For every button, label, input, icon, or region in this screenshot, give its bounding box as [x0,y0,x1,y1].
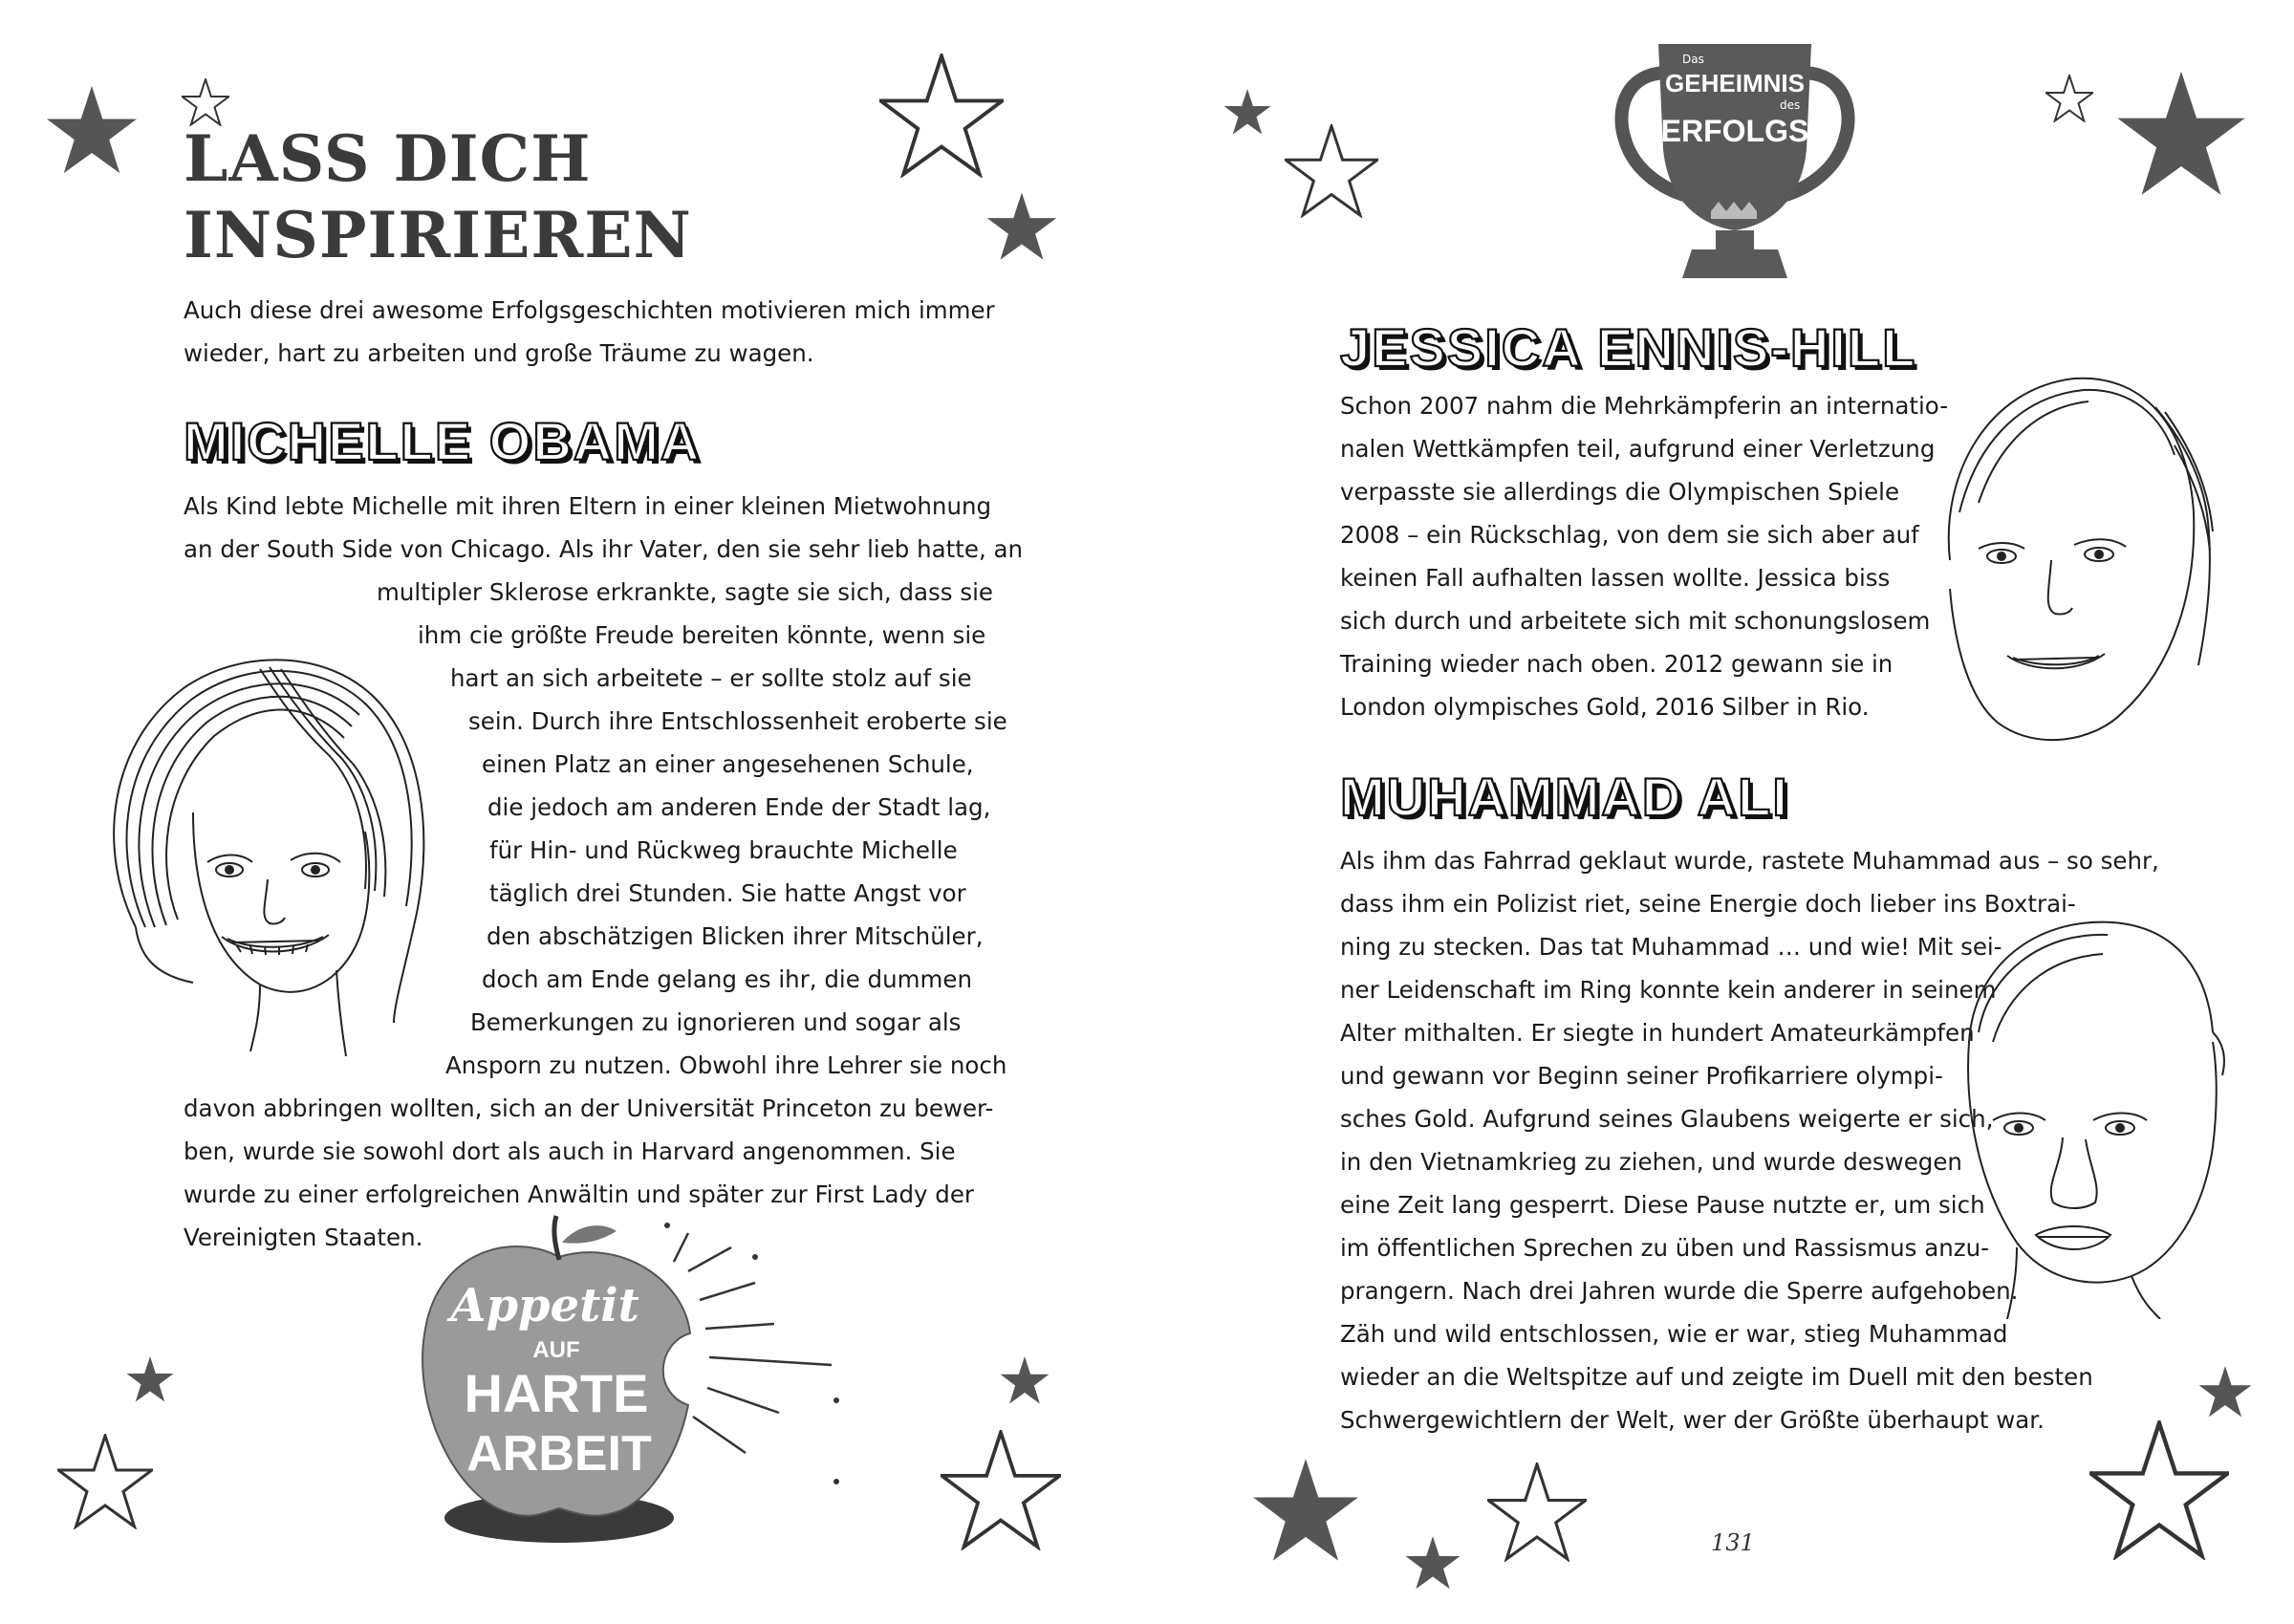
star-filled-icon [2198,1365,2252,1418]
page-title-line: LASS DICH [184,121,592,196]
trophy-word-erfolgs: ERFOLGS [1660,114,1809,148]
star-filled-icon [2116,69,2246,199]
michelle-portrait-illustration [78,640,461,1061]
story-line: ben, wurde sie sowohl dort als auch in Harvard angenommen. Sie [184,1137,956,1165]
story-line: Als ihm das Fahrrad geklaut wurde, rastete Muhammad aus – so sehr, [1340,847,2159,875]
story-line: sein. Durch ihre Entschlossenheit eroberte sie [468,707,1007,735]
story-line: Vereinigten Staaten. [184,1223,423,1251]
burst-lines [674,1233,832,1453]
story-line: verpasste sie allerdings die Olympischen Spiele [1340,478,1900,506]
star-filled-icon [1405,1535,1461,1591]
star-outline-icon [1487,1462,1587,1562]
trophy-word-geheimnis: GEHEIMNIS [1665,69,1805,97]
story-line: für Hin- und Rückweg brauchte Michelle [489,836,958,864]
story-line: Als Kind lebte Michelle mit ihren Eltern in einer kleinen Mietwohnung [184,492,992,520]
story-line: im öffentlichen Sprechen zu üben und Rassismus anzu- [1340,1234,1989,1262]
story-line: ning zu stecken. Das tat Muhammad … und wie! Mit sei- [1340,933,2002,961]
story-line: 2008 – ein Rückschlag, von dem sie sich aber auf [1340,521,1919,549]
ali-portrait-illustration [1950,899,2237,1319]
apple-word-arbeit: ARBEIT [466,1426,652,1482]
page-title-line: INSPIRIEREN [184,198,692,272]
ali-name-heading: MUHAMMAD ALI [1340,767,1789,827]
story-line: sich durch und arbeitete sich mit schonungslosem [1340,607,1931,635]
story-line: Bemerkungen zu ignorieren und sogar als [470,1008,962,1036]
story-line: einen Platz an einer angesehenen Schule, [482,750,974,778]
star-outline-icon [1285,124,1378,218]
story-line: den abschätzigen Blicken ihrer Mitschüler, [487,922,984,950]
page-number: 131 [1711,1529,1755,1556]
story-line: wurde zu einer erfolgreichen Anwältin und später zur First Lady der [184,1180,974,1208]
story-line: Schwergewichtlern der Welt, wer der Größte überhaupt war. [1340,1406,2045,1434]
story-line: sches Gold. Aufgrund seines Glaubens weigerte er sich, [1340,1105,1994,1133]
story-line: dass ihm ein Polizist riet, seine Energie doch lieber ins Boxtrai- [1340,890,2076,918]
story-line: Schon 2007 nahm die Mehrkämpferin an internatio- [1340,392,1949,420]
intro-line: Auch diese drei awesome Erfolgsgeschichten motivieren mich immer [184,296,995,324]
story-line: multipler Sklerose erkrankte, sagte sie sich, dass sie [377,578,993,606]
star-filled-icon [1252,1457,1359,1564]
story-line: nalen Wettkämpfen teil, aufgrund einer Verletzung [1340,435,1936,463]
page-title [184,120,692,273]
star-filled-icon [46,84,138,176]
story-line: London olympisches Gold, 2016 Silber in Rio. [1340,693,1870,721]
story-line: davon abbringen wollten, sich an der Universität Princeton zu bewer- [184,1094,994,1122]
star-filled-icon [1223,88,1271,136]
star-outline-icon [879,54,1004,178]
star-filled-icon [1000,1355,1050,1405]
trophy-small-des: des [1780,98,1801,112]
story-line: eine Zeit lang gesperrt. Diese Pause nutzte er, um sich [1340,1191,1985,1219]
star-outline-icon [182,78,229,126]
michelle-name-heading: MICHELLE OBAMA [184,411,702,471]
trophy-small-das: Das [1682,53,1704,66]
story-line: Ansporn zu nutzen. Obwohl ihre Lehrer sie noch [445,1051,1007,1079]
story-line: an der South Side von Chicago. Als ihr Vater, den sie sehr lieb hatte, an [184,535,1024,563]
story-line: Alter mithalten. Er siegte in hundert Amateurkämpfen [1340,1019,1975,1047]
story-line: die jedoch am anderen Ende der Stadt lag, [487,793,991,821]
apple-word-harte: HARTE [464,1363,649,1423]
jessica-portrait-illustration [1921,369,2218,761]
star-filled-icon [126,1355,174,1403]
star-outline-icon [2045,75,2093,122]
star-outline-icon [941,1430,1061,1550]
apple-badge-illustration [401,1214,841,1548]
apple-word-appetit: Appetit [450,1279,639,1332]
story-line: und gewann vor Beginn seiner Profikarriere olympi- [1340,1062,1943,1090]
jessica-story [1340,384,1948,728]
star-filled-icon [986,191,1057,262]
story-line: prangern. Nach drei Jahren wurde die Sperre aufgehoben. [1340,1277,2019,1305]
apple-word-auf: AUF [532,1337,580,1363]
story-line: ner Leidenschaft im Ring konnte kein anderer in seinem [1340,976,1997,1004]
jessica-name-heading: JESSICA ENNIS-HILL [1340,317,1917,378]
story-line: in den Vietnamkrieg zu ziehen, und wurde deswegen [1340,1148,1962,1176]
star-outline-icon [57,1434,153,1529]
story-line: Training wieder nach oben. 2012 gewann sie in [1340,650,1894,678]
story-line: hart an sich arbeitete – er sollte stolz auf sie [450,664,972,692]
story-line: wieder an die Weltspitze auf und zeigte im Duell mit den besten [1340,1363,2093,1391]
intro-line: wieder, hart zu arbeiten und große Träume zu wagen. [184,339,814,367]
story-line: doch am Ende gelang es ihr, die dummen [482,965,972,993]
intro-paragraph [184,289,1006,375]
story-line: ihm cie größte Freude bereiten könnte, wenn sie [418,621,986,649]
story-line: keinen Fall aufhalten lassen wollte. Jessica biss [1340,564,1891,592]
story-line: Zäh und wild entschlossen, wie er war, stieg Muhammad [1340,1320,2008,1348]
story-line: täglich drei Stunden. Sie hatte Angst vor [489,879,966,907]
trophy-illustration [1606,34,1864,292]
